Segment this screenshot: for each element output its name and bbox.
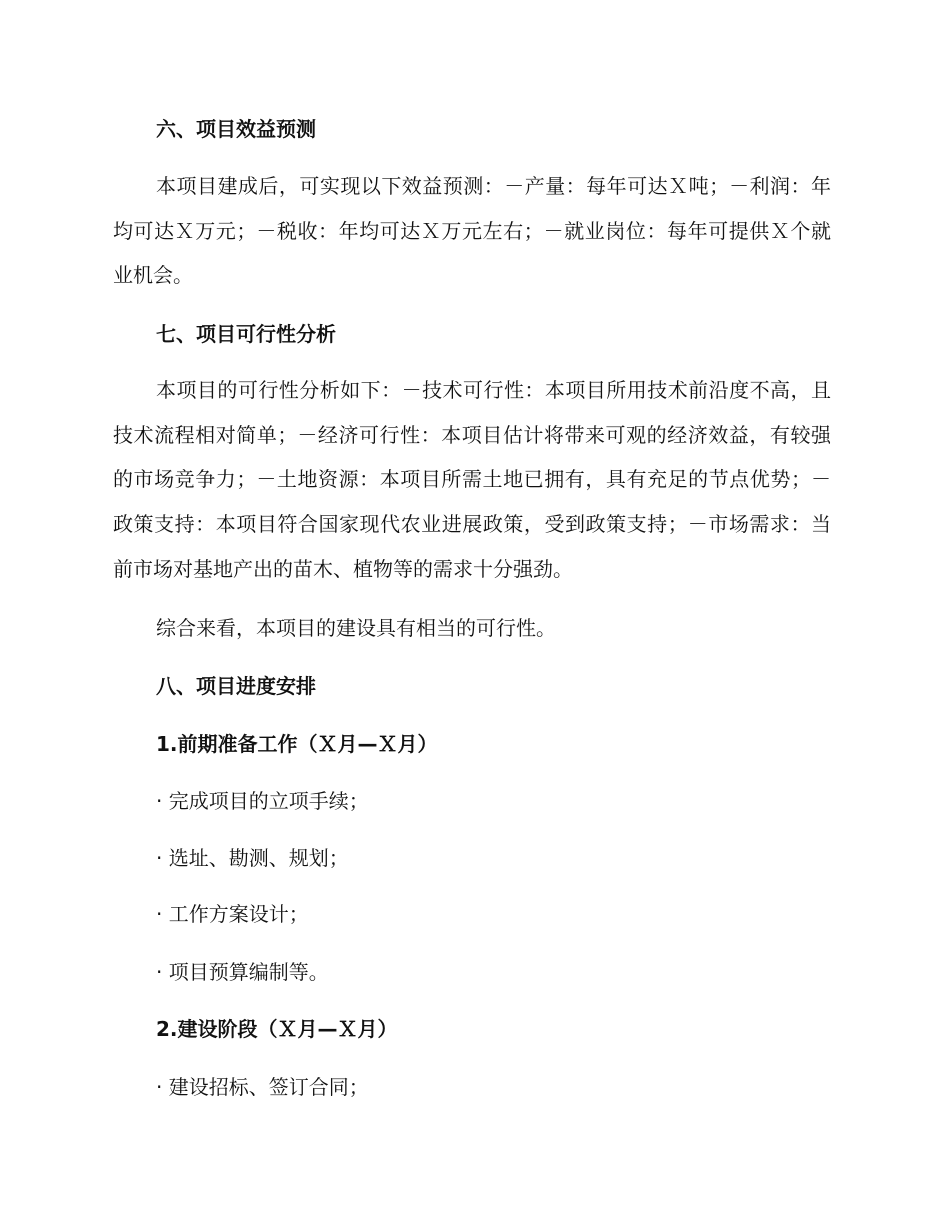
phase-1-item: · 工作方案设计； <box>156 902 309 926</box>
phase-1-item: · 完成项目的立项手续； <box>156 789 369 813</box>
section-7-conclusion: 综合来看，本项目的建设具有相当的可行性。 <box>156 616 556 640</box>
section-7-paragraph: 本项目的可行性分析如下：－技术可行性：本项目所用技术前沿度不高，且技术流程相对简单；－经济可行性：本项目估计将带来可观的经济效益，有较强的市场竞争力；－土地资源：本项目所需土地已拥有，具有充足的节点优势；－政策支持：本项目符合国家现代农业进展政策，受到政策支持；－市场需求：当前市场对基地产出的苗木、植物等的需求十分强劲。 <box>113 378 831 581</box>
phase-1-item: · 项目预算编制等。 <box>156 960 329 984</box>
phase-1-item: · 选址、勘测、规划； <box>156 846 349 870</box>
section-8-heading: 八、项目进度安排 <box>156 674 316 698</box>
phase-1-title: 1.前期准备工作（Ｘ月—Ｘ月） <box>156 732 438 756</box>
section-6-heading: 六、项目效益预测 <box>156 117 316 141</box>
section-7-heading: 七、项目可行性分析 <box>156 322 336 346</box>
phase-2-title: 2.建设阶段（Ｘ月—Ｘ月） <box>156 1017 398 1041</box>
phase-2-item: · 建设招标、签订合同； <box>156 1075 369 1099</box>
section-6-paragraph: 本项目建成后，可实现以下效益预测：－产量：每年可达Ｘ吨；－利润：年均可达Ｘ万元；－税收：年均可达Ｘ万元左右；－就业岗位：每年可提供Ｘ个就业机会。 <box>113 174 831 288</box>
